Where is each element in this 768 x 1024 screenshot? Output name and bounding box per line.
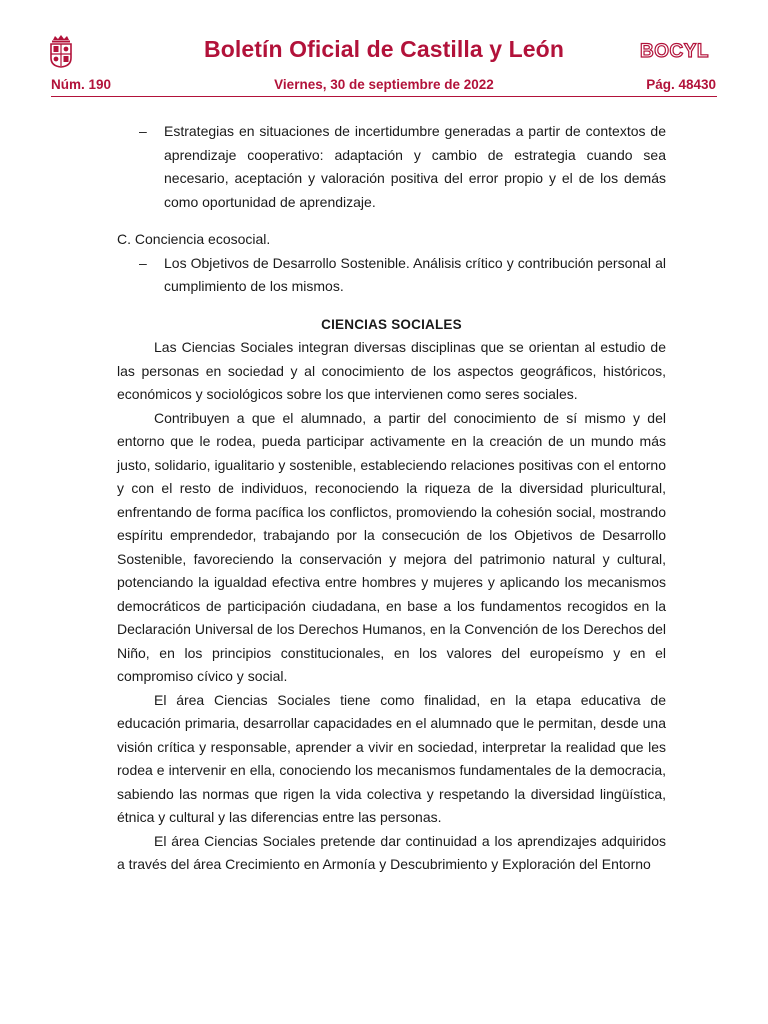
section-heading: CIENCIAS SOCIALES bbox=[321, 316, 462, 332]
issue-number: Núm. 190 bbox=[51, 77, 112, 92]
bocyl-logo bbox=[640, 40, 720, 62]
bulletin-title: Boletín Oficial de Castilla y León bbox=[204, 36, 564, 62]
paragraph: Las Ciencias Sociales integran diversas disciplinas que se orientan al estudio de las personas en sociedad y al conocimiento de los aspectos geográficos, históricos, económicos y sociológicos sobre los que intervienen como seres sociales. bbox=[117, 339, 666, 402]
list-item bbox=[117, 252, 666, 299]
svg-text:BOCYL: BOCYL bbox=[640, 41, 709, 62]
paragraph: El área Ciencias Sociales tiene como finalidad, en la etapa educativa de educación primaria, desarrollar capacidades en el alumnado que le permitan, desde una visión crítica y responsable, aprender a vivir en sociedad, interpretar la realidad que les rodea e intervenir en ella, conociendo los mecanismos fundamentales de la democracia, sabiendo las normas que rigen la vida colectiva y respetando la diversidad lingüística, étnica y cultural y las diferencias entre las personas. bbox=[117, 691, 666, 825]
page-header bbox=[0, 0, 768, 100]
list-item-text: Estrategias en situaciones de incertidumbre generadas a partir de contextos de aprendizaje cooperativo: adaptación y cambio de estrategia cuando sea necesario, aceptación y valoración positiva del error propio y el de los demás como oportunidad de aprendizaje. bbox=[164, 123, 666, 210]
paragraph: El área Ciencias Sociales pretende dar continuidad a los aprendizajes adquiridos a través del área Crecimiento en Armonía y Descubrimiento y Exploración del Entorno bbox=[117, 832, 666, 872]
header-divider bbox=[51, 96, 717, 97]
list-item-text: Los Objetivos de Desarrollo Sostenible. Análisis crítico y contribución personal al cumplimiento de los mismos. bbox=[164, 254, 666, 294]
list-item bbox=[117, 120, 666, 214]
page-number: Pág. 48430 bbox=[646, 77, 716, 92]
document-body bbox=[117, 120, 666, 877]
dash-bullet: – bbox=[139, 123, 147, 139]
dash-bullet: – bbox=[139, 254, 147, 271]
paragraph: Contribuyen a que el alumnado, a partir del conocimiento de sí mismo y del entorno que le rodea, pueda participar activamente en la creación de un mundo más justo, solidario, igualitario y sostenible, estableciendo relaciones positivas con el entorno y con el resto de individuos, reconociendo la riqueza de la diversidad pluricultural, enfrentando de forma pacífica los conflictos, promoviendo la cohesión social, mostrando espíritu emprendedor, trabajando por la consecución de los Objetivos de Desarrollo Sostenible, favoreciendo la conservación y mejora del patrimonio natural y cultural, potenciando la igualdad efectiva entre hombres y mujeres y aplicando los mecanismos democráticos de participación ciudadana, en base a los fundamentos recogidos en la Declaración Universal de los Derechos Humanos, en la Convención de los Derechos del Niño, en los principios constitucionales, en los valores del europeísmo y en el compromiso cívico y social. bbox=[117, 409, 666, 684]
section-label: C. Conciencia ecosocial. bbox=[117, 231, 271, 247]
issue-date: Viernes, 30 de septiembre de 2022 bbox=[274, 77, 494, 92]
